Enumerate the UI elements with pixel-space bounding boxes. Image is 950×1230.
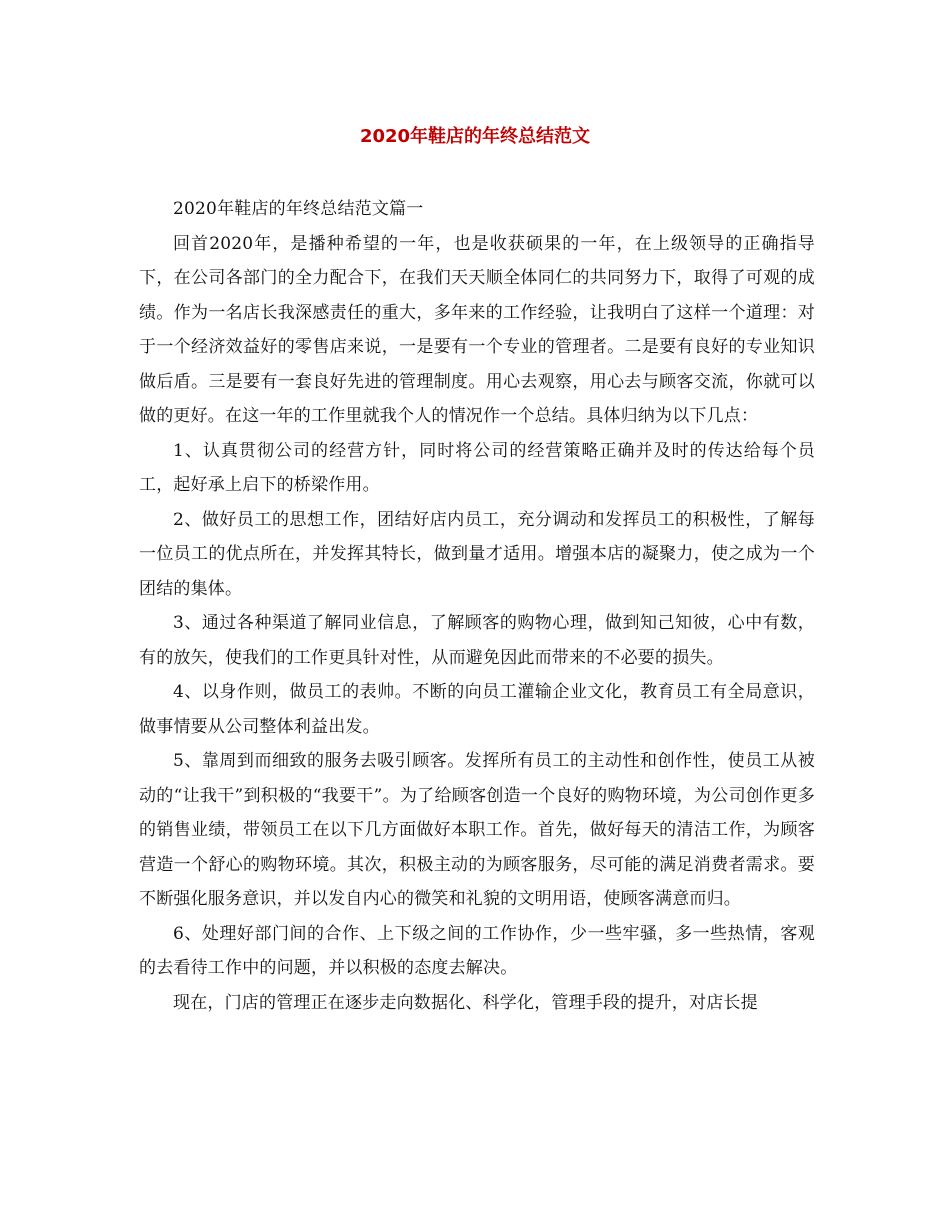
document-body [139,192,815,1020]
point-2-paragraph: 2、做好员工的思想工作，团结好店内员工，充分调动和发挥员工的积极性，了解每一位员工的优点所在，并发挥其特长，做到量才适用。增强本店的凝聚力，使之成为一个团结的集体。 [139,509,815,599]
intro-paragraph: 回首2020年，是播种希望的一年，也是收获硕果的一年，在上级领导的正确指导下，在公司各部门的全力配合下，在我们天天顺全体同仁的共同努力下，取得了可观的成绩。作为一名店长我深感责任的重大，多年来的工作经验，让我明白了这样一个道理：对于一个经济效益好的零售店来说，一是要有一个专业的管理者。二是要有良好的专业知识做后盾。三是要有一套良好先进的管理制度。用心去观察，用心去与顾客交流，你就可以做的更好。在这一年的工作里就我个人的情况作一个总结。具体归纳为以下几点： [139,233,815,426]
point-5-paragraph: 5、靠周到而细致的服务去吸引顾客。发挥所有员工的主动性和创作性，使员工从被动的“让我干”到积极的“我要干”。为了给顾客创造一个良好的购物环境，为公司创作更多的销售业绩，带领员工在以下几方面做好本职工作。首先，做好每天的清洁工作，为顾客营造一个舒心的购物环境。其次，积极主动的为顾客服务，尽可能的满足消费者需求。要不断强化服务意识，并以发自内心的微笑和礼貌的文明用语，使顾客满意而归。 [139,751,815,909]
point-4-paragraph: 4、以身作则，做员工的表帅。不断的向员工灌输企业文化，教育员工有全局意识，做事情要从公司整体利益出发。 [139,682,815,737]
document-title: 2020年鞋店的年终总结范文 [359,126,591,147]
closing-paragraph: 现在，门店的管理正在逐步走向数据化、科学化，管理手段的提升，对店长提 [173,992,758,1013]
section-heading: 2020年鞋店的年终总结范文篇一 [173,199,424,219]
point-1-paragraph: 1、认真贯彻公司的经营方针，同时将公司的经营策略正确并及时的传达给每个员工，起好承上启下的桥梁作用。 [139,440,815,495]
point-6-paragraph: 6、处理好部门间的合作、上下级之间的工作协作，少一些牢骚，多一些热情，客观的去看待工作中的问题，并以积极的态度去解决。 [139,923,815,978]
point-3-paragraph: 3、通过各种渠道了解同业信息，了解顾客的购物心理，做到知己知彼，心中有数，有的放矢，使我们的工作更具针对性，从而避免因此而带来的不必要的损失。 [139,613,815,668]
